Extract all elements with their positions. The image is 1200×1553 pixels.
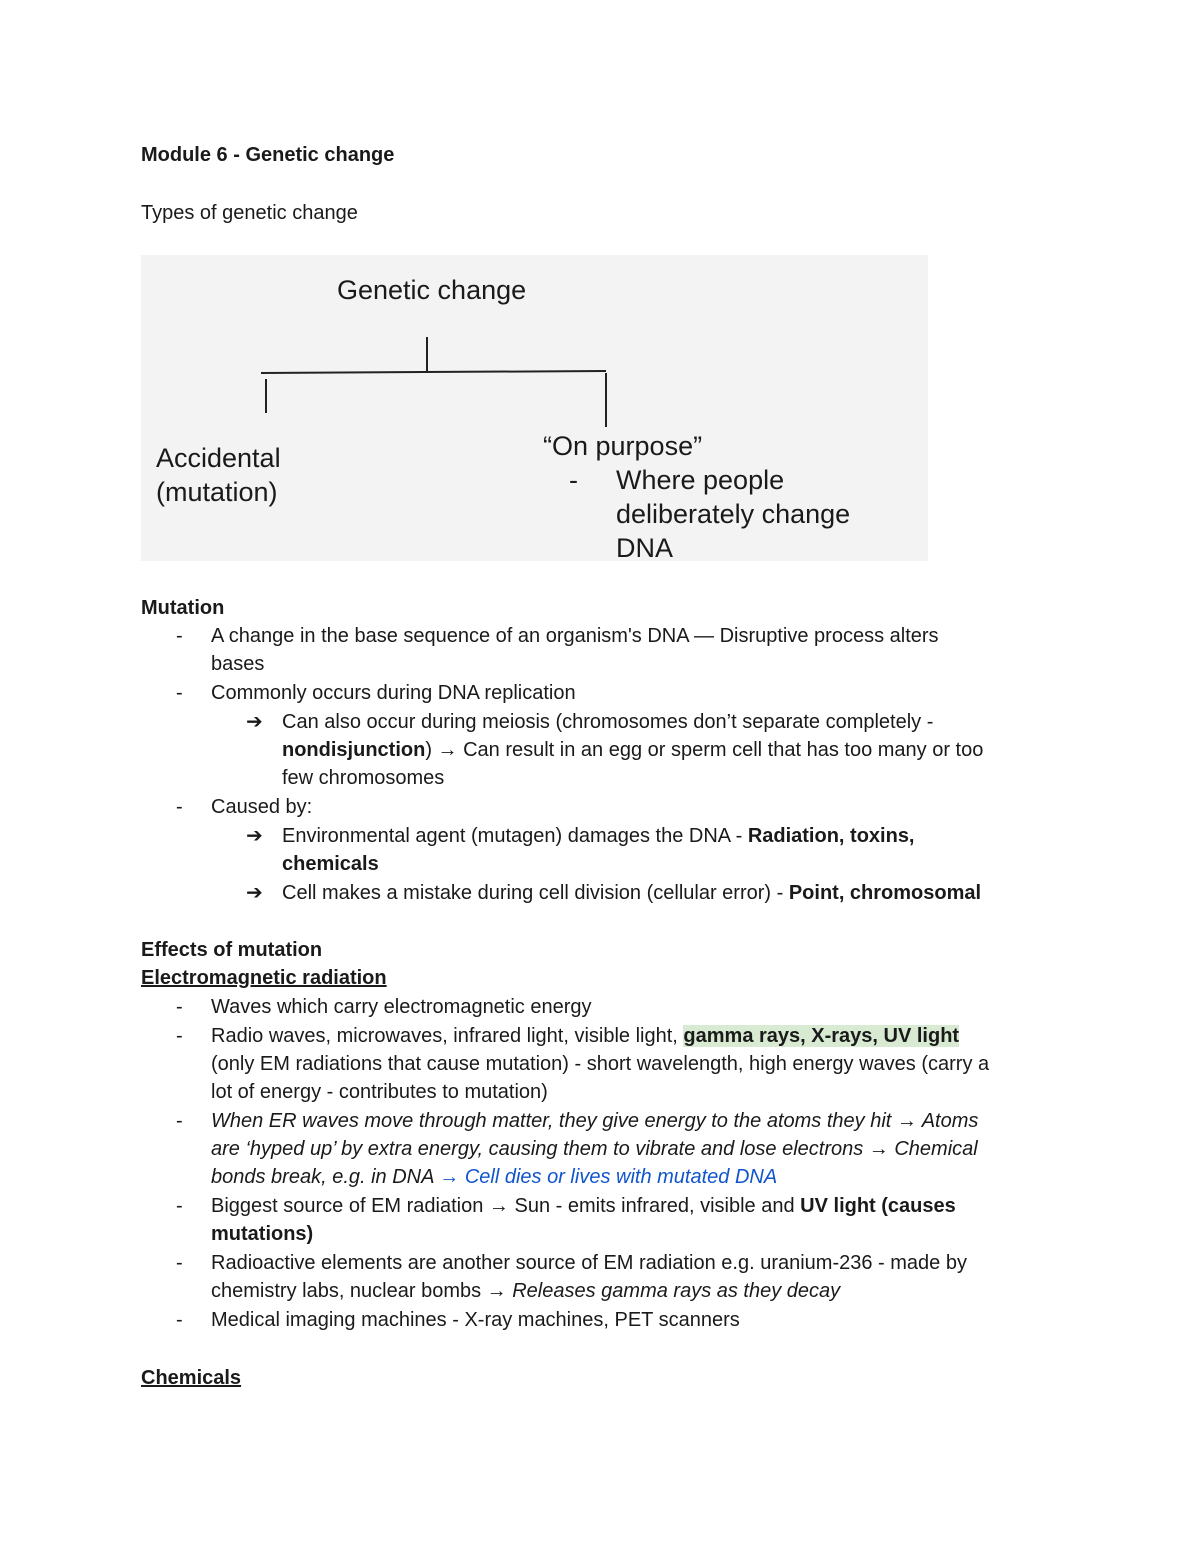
mutation-subbullet-meiosis-line-3: few chromosomes: [282, 767, 445, 789]
bullet-arrow-icon: ➔: [246, 825, 263, 847]
em-bullet-2-line-1: [211, 1022, 959, 1050]
bullet-dash: -: [176, 1252, 183, 1274]
diagram-mutation-label: (mutation): [156, 477, 278, 507]
diagram-accidental-label: Accidental: [156, 443, 281, 473]
cell-error-text: Cell makes a mistake during cell division (cellular error) -: [282, 882, 789, 904]
sun-source-text: Biggest source of EM radiation → Sun - emits infrared, visible and: [211, 1195, 801, 1217]
environment-text: Environmental agent (mutagen) damages the DNA -: [282, 825, 748, 847]
diagram-dash: -: [569, 465, 578, 495]
em-bullet-3-line-3: [211, 1163, 777, 1191]
diagram-on-purpose-label: “On purpose”: [543, 431, 703, 461]
mutation-subbullet-environment-line-1: [282, 822, 915, 850]
diagram-where-people: Where people: [616, 465, 785, 495]
em-bullet-3-line-1: When ER waves move through matter, they give energy to the atoms they hit → Atoms: [211, 1110, 979, 1132]
em-bullet-6: Medical imaging machines - X-ray machines, PET scanners: [211, 1309, 740, 1331]
mutation-bullet-1-line-1: A change in the base sequence of an organism's DNA — Disruptive process alters: [211, 625, 939, 647]
nondisjunction-rest: ) → Can result in an egg or sperm cell that has too many or too: [425, 739, 984, 761]
cell-dies-text: → Cell dies or lives with mutated DNA: [439, 1166, 778, 1188]
mutation-bullet-1-line-2: bases: [211, 653, 265, 675]
em-bullet-5-line-2: [211, 1277, 840, 1305]
bullet-dash: -: [176, 996, 183, 1018]
mutation-subbullet-environment-line-2: chemicals: [282, 853, 379, 875]
mutation-bullet-2: Commonly occurs during DNA replication: [211, 682, 576, 704]
bullet-dash: -: [176, 1025, 183, 1047]
mutation-subbullet-cell-error: [282, 879, 981, 907]
gamma-decay-italic: Releases gamma rays as they decay: [512, 1280, 841, 1302]
nondisjunction-term: nondisjunction: [282, 739, 426, 761]
uv-causes-bold: UV light (causes: [800, 1195, 956, 1217]
bullet-dash: -: [176, 682, 183, 704]
bullet-dash: -: [176, 1195, 183, 1217]
em-bullet-2-line-2: (only EM radiations that cause mutation) - short wavelength, high energy waves (carry a: [211, 1053, 990, 1075]
mutation-bullet-3: Caused by:: [211, 796, 313, 818]
diagram-dna: DNA: [616, 533, 674, 563]
diagram-deliberately-change: deliberately change: [616, 499, 851, 529]
mutation-heading: Mutation: [141, 597, 225, 619]
bonds-break-text: bonds break, e.g. in DNA: [211, 1166, 440, 1188]
mutation-subbullet-meiosis-line-2: [282, 736, 983, 764]
bullet-arrow-icon: ➔: [246, 882, 263, 904]
subtitle: Types of genetic change: [141, 202, 358, 224]
environment-bold: Radiation, toxins,: [747, 825, 915, 847]
branch-horizontal-line: [261, 371, 606, 373]
em-bullet-1: Waves which carry electromagnetic energy: [211, 996, 592, 1018]
effects-heading: Effects of mutation: [141, 939, 323, 961]
bullet-dash: -: [176, 796, 183, 818]
em-bullet-2-line-3: lot of energy - contributes to mutation): [211, 1081, 548, 1103]
em-bullet-5-line-1: Radioactive elements are another source of EM radiation e.g. uranium-236 - made by: [211, 1252, 967, 1274]
em-bullet-4-line-2: mutations): [211, 1223, 314, 1245]
bullet-arrow-icon: ➔: [246, 711, 263, 733]
bullet-dash: -: [176, 625, 183, 647]
radioactive-sources-text: chemistry labs, nuclear bombs →: [211, 1280, 513, 1302]
em-radiation-heading: Electromagnetic radiation: [141, 967, 387, 989]
em-types-text: Radio waves, microwaves, infrared light, visible light,: [211, 1025, 684, 1047]
em-mutagenic-highlight: gamma rays, X-rays, UV light: [683, 1025, 960, 1047]
bullet-dash: -: [176, 1309, 183, 1331]
genetic-change-diagram: [141, 255, 928, 561]
chemicals-heading: Chemicals: [141, 1367, 242, 1389]
em-bullet-4-line-1: [211, 1192, 956, 1220]
bullet-dash: -: [176, 1110, 183, 1132]
mutation-subbullet-meiosis-line-1: Can also occur during meiosis (chromosomes don’t separate completely -: [282, 711, 934, 733]
cell-error-bold: Point, chromosomal: [788, 882, 982, 904]
em-bullet-3-line-2: are ‘hyped up’ by extra energy, causing them to vibrate and lose electrons → Chemical: [211, 1138, 978, 1160]
page-title: Module 6 - Genetic change: [141, 144, 395, 166]
diagram-root-label: Genetic change: [337, 275, 527, 305]
